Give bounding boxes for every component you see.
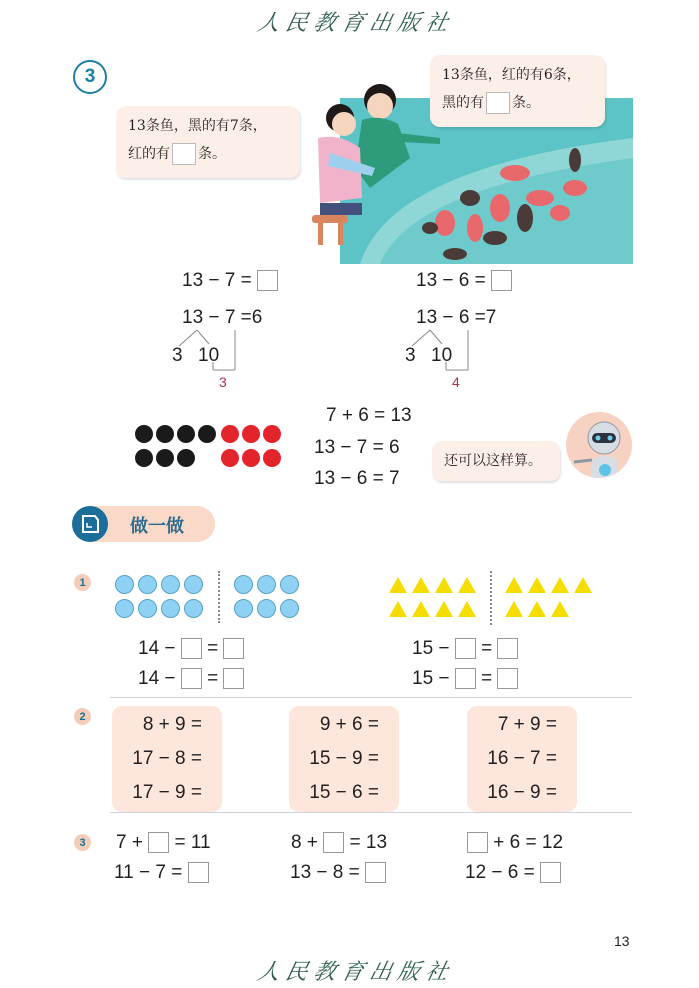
red-dot — [263, 449, 281, 467]
black-dot — [135, 425, 153, 443]
answer-box[interactable] — [455, 668, 476, 689]
q2-card-2 — [289, 706, 399, 812]
q2-card-1 — [112, 706, 222, 812]
eq-text: 15 − — [412, 638, 450, 659]
eq-text: + 6 = 12 — [493, 832, 564, 853]
robot-avatar — [566, 412, 632, 478]
q3-col3-row2 — [465, 862, 561, 884]
answer-box[interactable] — [540, 862, 561, 883]
answer-box[interactable] — [223, 668, 244, 689]
result: =7 — [474, 307, 497, 328]
right-split-3: 3 — [405, 345, 416, 366]
left-question — [182, 270, 278, 292]
black-dot — [177, 425, 195, 443]
fact-subtraction-1: 13 − 7 = 6 — [314, 437, 400, 458]
q2-expression: 16 − 7 = — [487, 748, 557, 769]
red-dot — [221, 449, 239, 467]
practice-title: 做一做 — [130, 516, 184, 537]
dot-array — [135, 425, 285, 470]
q2-expression: 17 − 9 = — [132, 782, 202, 803]
answer-box[interactable] — [188, 862, 209, 883]
divider — [110, 812, 632, 813]
divider — [110, 697, 632, 698]
black-dot — [177, 449, 195, 467]
right-intermediate-result: 4 — [452, 374, 460, 390]
left-question-text: 13 − 7 = — [182, 270, 252, 291]
left-split-10: 10 — [198, 345, 220, 366]
bubble-girl-text-pre: 红的有 — [128, 146, 170, 162]
bubble-boy-text-post: 条。 — [512, 95, 540, 111]
answer-box[interactable] — [497, 668, 518, 689]
publisher-header: 人民教育出版社 — [254, 11, 457, 36]
eq-text: 15 − — [412, 668, 450, 689]
red-dot — [221, 425, 239, 443]
eq-text: = 13 — [349, 832, 388, 853]
q1-left-eq-1: 14 − = — [138, 638, 244, 660]
speech-bubble-boy — [430, 55, 605, 127]
bubble-boy-line2 — [442, 89, 593, 117]
q2-expression: 7 + 9 = — [497, 714, 557, 735]
black-dot — [156, 425, 174, 443]
divider-dotted — [490, 571, 492, 625]
red-dot — [242, 425, 260, 443]
eq-text: 7 + — [116, 832, 143, 853]
left-intermediate-result: 3 — [219, 374, 227, 390]
q3-col1-row1 — [116, 832, 211, 854]
circle-group — [115, 575, 305, 623]
robot-icon — [566, 412, 632, 478]
fact-subtraction-2: 13 − 6 = 7 — [314, 468, 400, 489]
bubble-girl-text-post: 条。 — [198, 146, 226, 162]
q3-col2-row2 — [290, 862, 386, 884]
page-number: 13 — [614, 933, 630, 949]
answer-box[interactable] — [181, 638, 202, 659]
q1-right-eq-1: 15 − = — [412, 638, 518, 660]
eq-text: 11 − 7 = — [114, 862, 183, 883]
children-icon — [300, 78, 440, 250]
question-number-1: 1 — [74, 574, 91, 591]
subtrahend: 6 — [458, 307, 470, 328]
question-number-3: 3 — [74, 834, 91, 851]
answer-box[interactable] — [323, 832, 344, 853]
bubble-boy-line1: 13条鱼，红的有6条， — [442, 67, 581, 83]
eq-text: 13 − 8 = — [290, 862, 360, 883]
answer-box[interactable] — [497, 638, 518, 659]
q2-expression: 17 − 8 = — [132, 748, 202, 769]
answer-box[interactable] — [467, 832, 488, 853]
example-number-badge: 3 — [73, 60, 107, 94]
answer-blank[interactable] — [172, 143, 196, 165]
black-dot — [135, 449, 153, 467]
answer-box[interactable] — [491, 270, 512, 291]
publisher-footer: 人民教育出版社 — [254, 960, 457, 985]
minuend: 13 — [416, 307, 438, 328]
divider-dotted — [218, 571, 220, 623]
bubble-girl-line2 — [128, 140, 288, 168]
answer-blank[interactable] — [486, 92, 510, 114]
speech-bubble-girl — [116, 106, 300, 178]
q2-expression: 15 − 6 = — [309, 782, 379, 803]
bubble-boy-text-pre: 黑的有 — [442, 95, 484, 111]
minuend: 13 — [182, 307, 204, 328]
black-dot — [198, 425, 216, 443]
answer-box[interactable] — [455, 638, 476, 659]
answer-box[interactable] — [365, 862, 386, 883]
q3-col3-row1 — [467, 832, 563, 854]
q3-col1-row2 — [114, 862, 209, 884]
subtrahend: 7 — [224, 307, 236, 328]
q1-right-eq-2: 15 − = — [412, 668, 518, 690]
answer-box[interactable] — [223, 638, 244, 659]
eq-text: 8 + — [291, 832, 318, 853]
q2-card-3 — [467, 706, 577, 812]
red-dot — [263, 425, 281, 443]
operator: − — [208, 307, 220, 328]
red-dot — [242, 449, 260, 467]
eq-text: = 11 — [174, 832, 211, 853]
operator: − — [442, 307, 454, 328]
eq-text: 14 − — [138, 668, 176, 689]
eq-text: 14 − — [138, 638, 176, 659]
q2-expression: 9 + 6 = — [319, 714, 379, 735]
triangle-group — [389, 577, 599, 622]
bubble-girl-line1: 13条鱼，黑的有7条， — [128, 118, 267, 134]
right-question — [416, 270, 512, 292]
answer-box[interactable] — [181, 668, 202, 689]
question-number-2: 2 — [74, 708, 91, 725]
answer-box[interactable] — [148, 832, 169, 853]
black-dot — [156, 449, 174, 467]
q1-left-eq-2: 14 − = — [138, 668, 244, 690]
children-illustration — [300, 78, 440, 250]
result: =6 — [240, 307, 263, 328]
right-question-text: 13 − 6 = — [416, 270, 486, 291]
left-split-3: 3 — [172, 345, 183, 366]
notebook-icon — [80, 514, 100, 534]
answer-box[interactable] — [257, 270, 278, 291]
practice-badge — [72, 506, 108, 542]
practice-header — [72, 506, 215, 542]
q2-expression: 8 + 9 = — [142, 714, 202, 735]
q2-expression: 15 − 9 = — [309, 748, 379, 769]
q2-expression: 16 − 9 = — [487, 782, 557, 803]
q3-col2-row1 — [291, 832, 387, 854]
right-split-10: 10 — [431, 345, 453, 366]
speech-bubble-robot: 还可以这样算。 — [432, 441, 560, 481]
fact-addition: 7 + 6 = 13 — [326, 405, 412, 426]
eq-text: 12 − 6 = — [465, 862, 535, 883]
